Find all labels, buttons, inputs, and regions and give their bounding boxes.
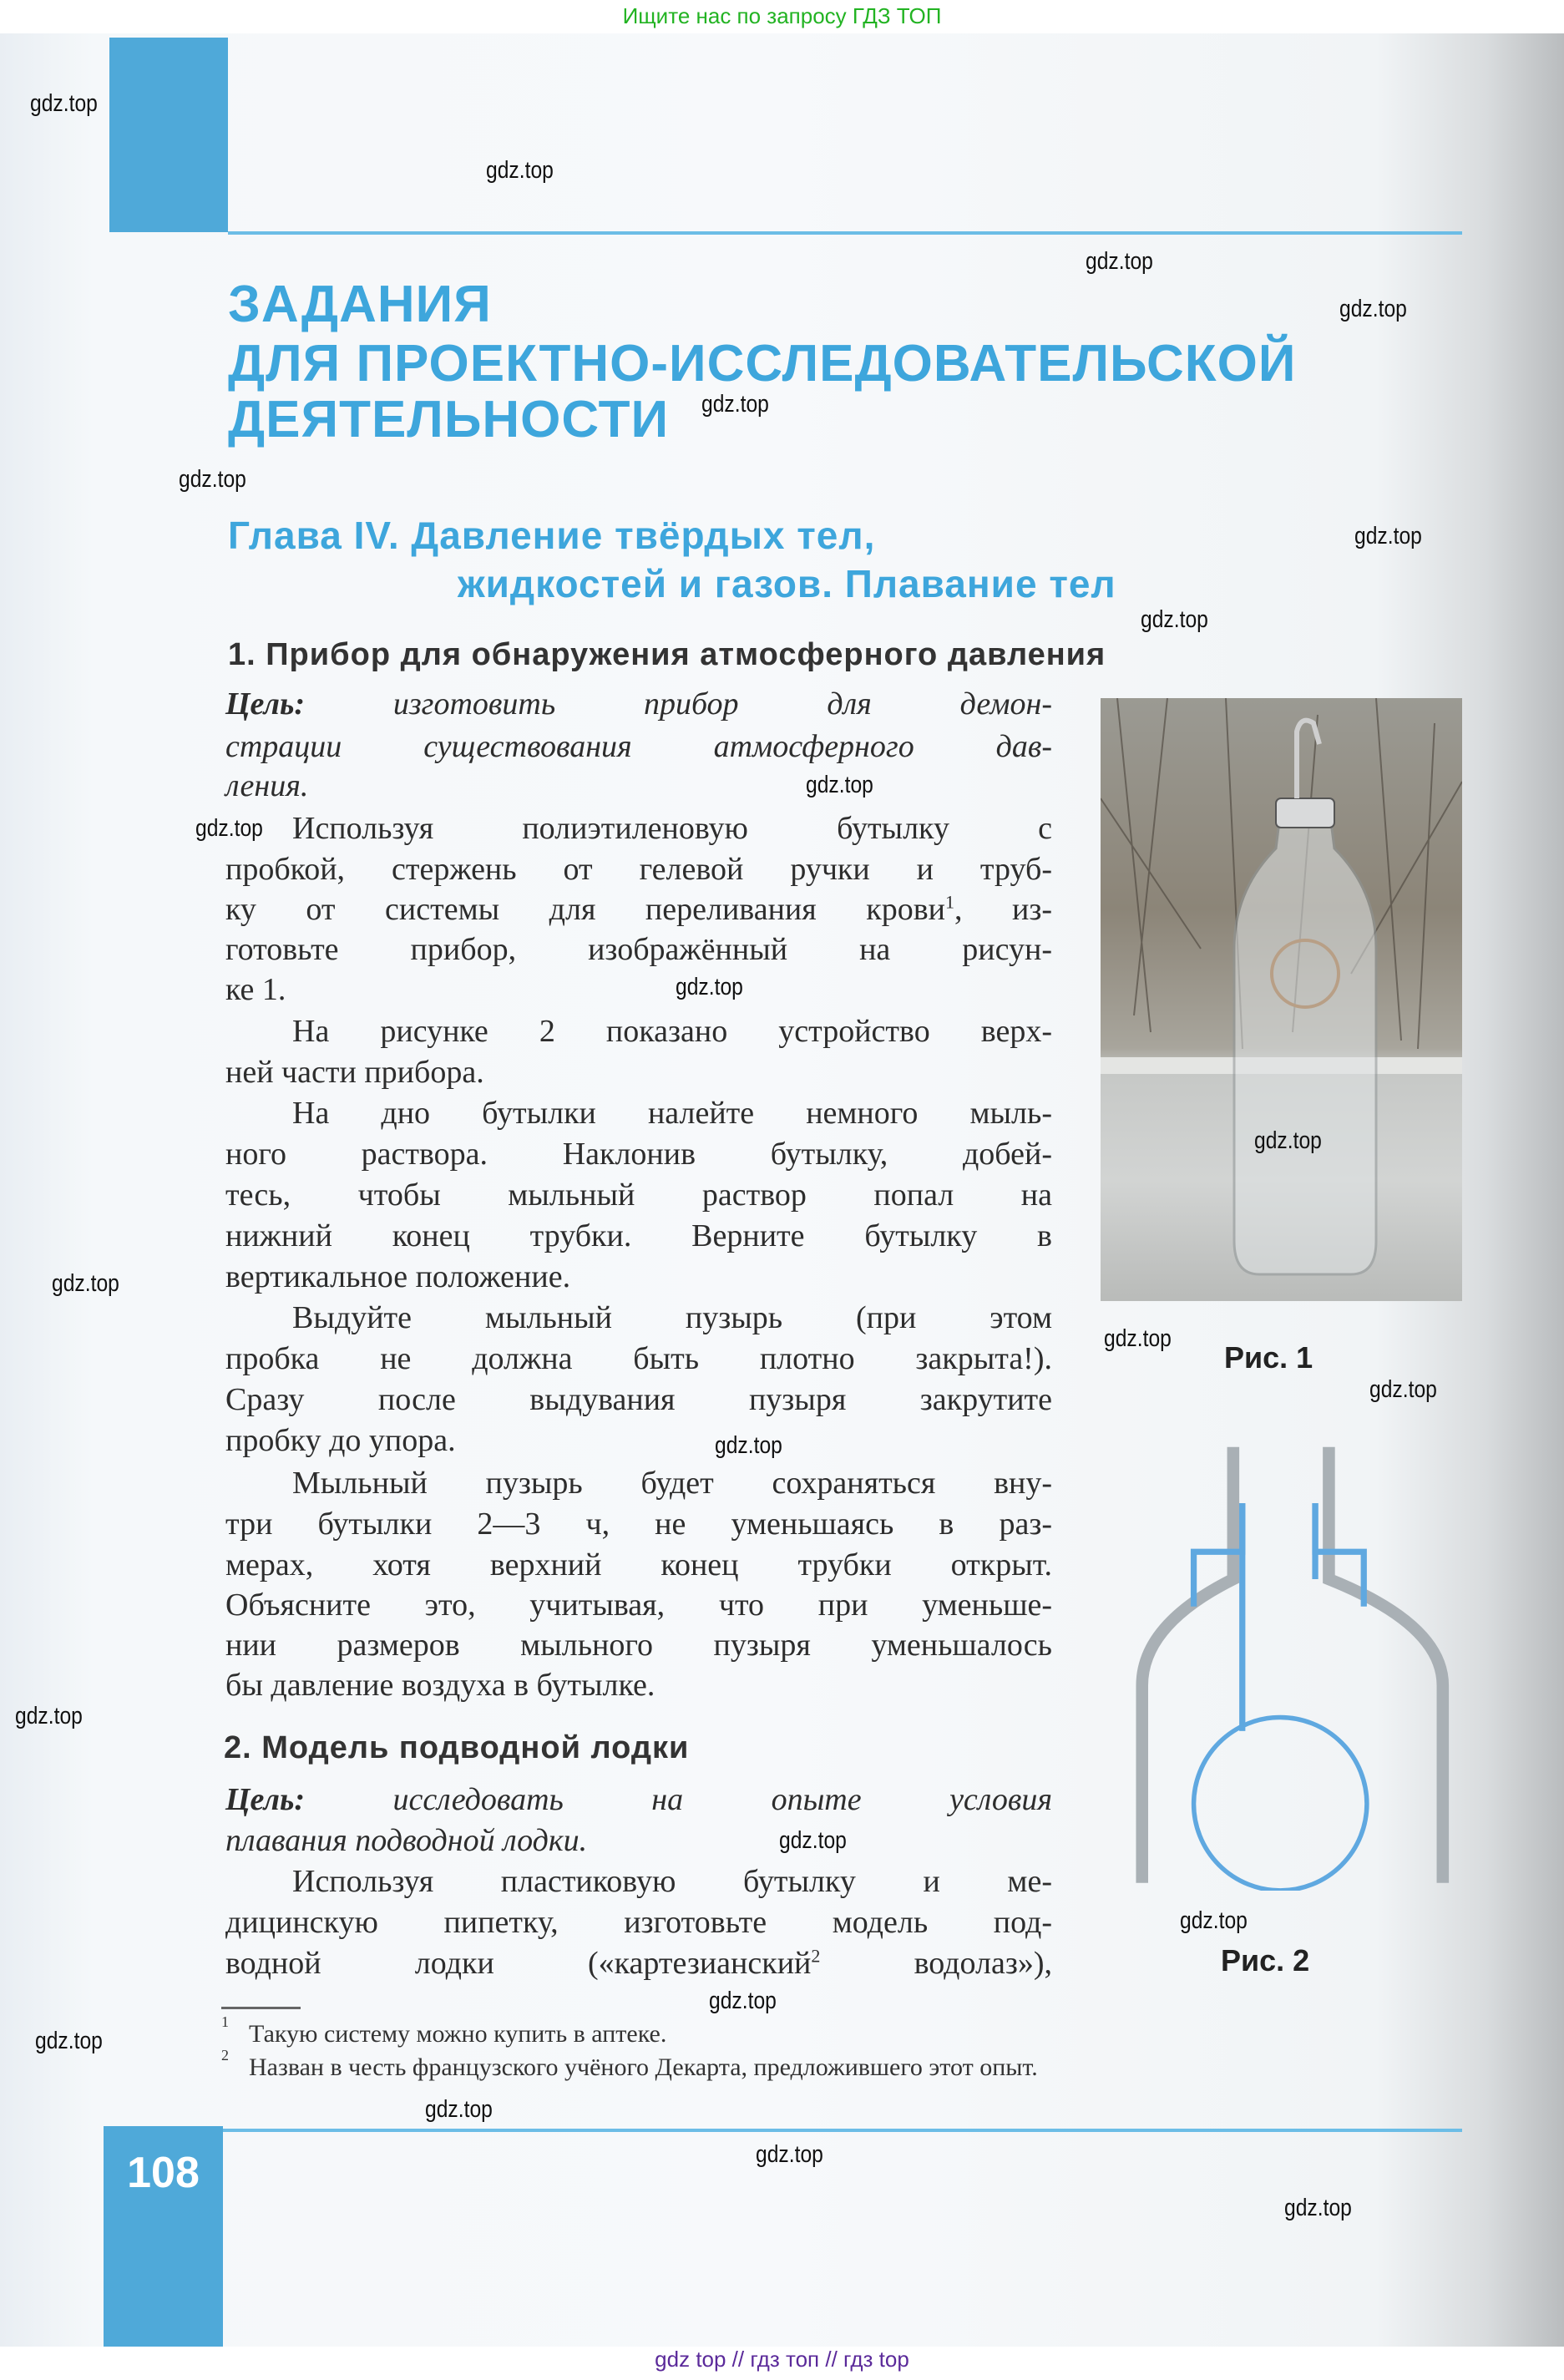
footnote-1: $^1$ Такую систему можно купить в аптеке. [221, 2013, 667, 2048]
watermark: gdz.top [1284, 2195, 1352, 2221]
figure-1-photo [1101, 698, 1462, 1301]
watermark: gdz.top [1086, 248, 1153, 275]
goal-label: Цель: [225, 686, 305, 722]
watermark: gdz.top [1180, 1907, 1248, 1934]
figure-2-diagram [1131, 1435, 1458, 1891]
text-line: пробка не должна быть плотно закрыта!). [225, 1341, 1052, 1376]
watermark: gdz.top [15, 1703, 83, 1729]
search-banner[interactable]: Ищите нас по запросу ГДЗ ТОП [622, 3, 942, 28]
watermark: gdz.top [425, 2096, 493, 2123]
text-line: Мыльный пузырь будет сохраняться вну- [292, 1466, 1052, 1501]
text-line: Сразу после выдувания пузыря закрутите [225, 1382, 1052, 1417]
figure-2-caption: Рис. 2 [1221, 1943, 1310, 1977]
section-title-line-3: ДЕЯТЕЛЬНОСТИ [228, 391, 670, 448]
text-line: тесь, чтобы мыльный раствор попал на [225, 1177, 1052, 1213]
task-1-heading: 1. Прибор для обнаружения атмосферного давления [228, 637, 1106, 672]
text-line: три бутылки 2—3 ч, не уменьшаясь в раз- [225, 1506, 1052, 1542]
watermark: gdz.top [756, 2141, 823, 2168]
text-line: ке 1. [225, 972, 286, 1007]
text-line: ней части прибора. [225, 1055, 484, 1090]
watermark: gdz.top [1339, 296, 1407, 322]
text-line: ления. [225, 768, 309, 803]
watermark: gdz.top [195, 815, 263, 842]
watermark: gdz.top [676, 974, 743, 1000]
footnote-rule [221, 2007, 301, 2009]
goal-label: Цель: [225, 1782, 305, 1817]
text-line: ку от системы для переливания крови$^1$, из- [225, 891, 1052, 927]
watermark: gdz.top [701, 391, 769, 418]
watermark: gdz.top [1369, 1376, 1437, 1403]
text-line: дицинскую пипетку, изготовьте модель под- [225, 1905, 1052, 1940]
watermark: gdz.top [806, 772, 873, 798]
text-line: Объясните это, учитывая, что при уменьше- [225, 1588, 1052, 1623]
text-line: Цель: изготовить прибор для демон- [225, 686, 1052, 722]
text-line: пробку до упора. [225, 1423, 456, 1458]
text-line: Используя полиэтиленовую бутылку с [292, 811, 1052, 846]
text-line: мерах, хотя верхний конец трубки открыт. [225, 1547, 1052, 1582]
text-line: ного раствора. Наклонив бутылку, добей- [225, 1137, 1052, 1172]
text-line: готовьте прибор, изображённый на рисун- [225, 932, 1052, 967]
chapter-title-line-1: Глава IV. Давление твёрдых тел, [228, 514, 876, 557]
section-title-line-1: ЗАДАНИЯ [228, 276, 492, 333]
watermark: gdz.top [1354, 523, 1422, 549]
watermark: gdz.top [30, 90, 98, 117]
text-line: На рисунке 2 показано устройство верх- [292, 1014, 1052, 1049]
text-line: Цель: исследовать на опыте условия [225, 1782, 1052, 1817]
watermark: gdz.top [486, 157, 554, 184]
chapter-title-line-2: жидкостей и газов. Плавание тел [458, 562, 1116, 605]
watermark: gdz.top [35, 2028, 103, 2054]
text-line: вертикальное положение. [225, 1259, 571, 1294]
text-line: плавания подводной лодки. [225, 1823, 588, 1858]
footnote-ref[interactable]: 2 [811, 1945, 821, 1967]
watermark: gdz.top [1254, 1127, 1322, 1154]
text-line: На дно бутылки налейте немного мыль- [292, 1096, 1052, 1131]
footnote-2: $^2$ Назван в честь французского учёного Декарта, предложившего этот опыт. [221, 2047, 1038, 2081]
watermark: gdz.top [179, 466, 246, 493]
text-line: пробкой, стержень от гелевой ручки и труб- [225, 852, 1052, 887]
text-line: водной лодки («картезианский$^2$ водолаз»), [225, 1945, 1052, 1981]
bottom-rule [109, 2129, 1462, 2132]
text-line: Используя пластиковую бутылку и ме- [292, 1864, 1052, 1899]
text-line: страции существования атмосферного дав- [225, 729, 1052, 764]
watermark: gdz.top [709, 1988, 777, 2014]
text-line: Выдуйте мыльный пузырь (при этом [292, 1300, 1052, 1335]
page-number-box [104, 2126, 223, 2347]
watermark: gdz.top [1104, 1325, 1172, 1352]
task-2-heading: 2. Модель подводной лодки [224, 1730, 690, 1765]
watermark: gdz.top [52, 1270, 119, 1297]
page-tab-decoration [109, 38, 228, 232]
footnote-ref[interactable]: 1 [944, 891, 954, 913]
text-line: нии размеров мыльного пузыря уменьшалось [225, 1628, 1052, 1663]
watermark: gdz.top [715, 1432, 782, 1459]
page-number: 108 [127, 2149, 200, 2197]
footer-watermark[interactable]: gdz top // гдз топ // гдз top [655, 2347, 909, 2372]
section-title-line-2: ДЛЯ ПРОЕКТНО-ИССЛЕДОВАТЕЛЬСКОЙ [228, 335, 1297, 392]
figure-1-caption: Рис. 1 [1224, 1340, 1313, 1375]
watermark: gdz.top [1141, 606, 1208, 633]
text-line: нижний конец трубки. Верните бутылку в [225, 1218, 1052, 1253]
top-rule [228, 231, 1462, 235]
text-line: бы давление воздуха в бутылке. [225, 1668, 655, 1703]
watermark: gdz.top [779, 1827, 847, 1854]
